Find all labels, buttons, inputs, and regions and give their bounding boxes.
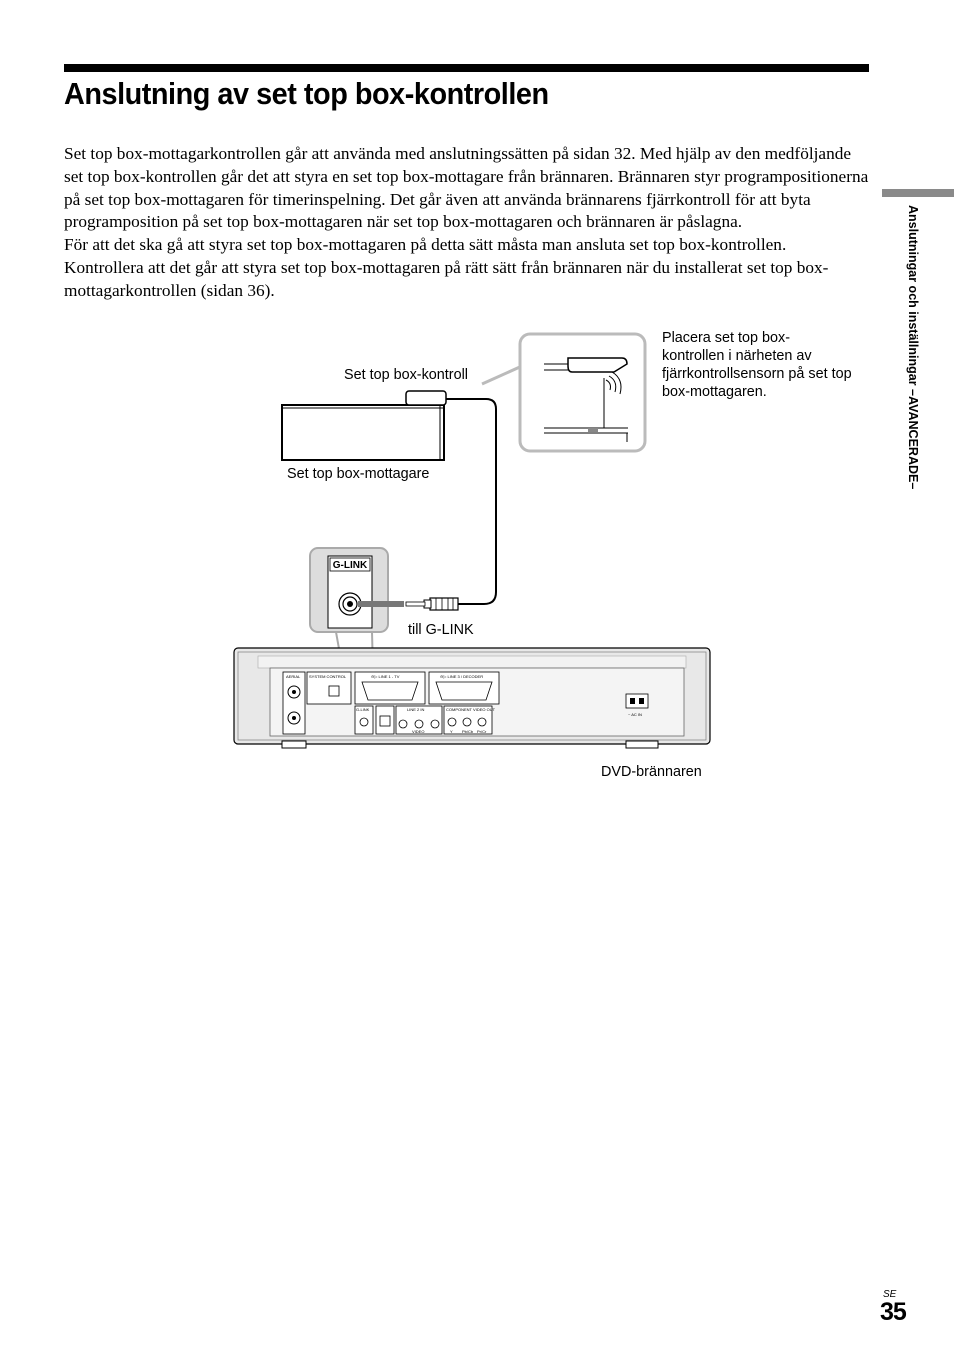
rear-line1-label: ⊖▷ LINE 1 - TV bbox=[371, 674, 400, 679]
label-controller: Set top box-kontroll bbox=[344, 367, 468, 383]
rear-glink-label: G-LINK bbox=[356, 707, 370, 712]
set-top-box-controller bbox=[406, 391, 446, 405]
placement-inset bbox=[482, 334, 645, 451]
controller-cable bbox=[446, 399, 496, 604]
glink-panel-label: G-LINK bbox=[332, 560, 368, 571]
glink-plug bbox=[406, 598, 458, 610]
rear-pb-label: Pb/Cb bbox=[462, 729, 474, 734]
rear-y-label: Y bbox=[450, 729, 453, 734]
rear-system-control-label: SYSTEM CONTROL bbox=[309, 674, 347, 679]
paragraph-1: Set top box-mottagarkontrollen går att använda med anslutningssätten på sidan 32. Med hjälp av den medföljande set top box-kontrollen går det att styra en set top box-mottagare från brännaren. Brännaren styr programpositionerna på set top box-mottagaren för timerinspelning. Det går även att använda brännarens fjärrkontroll för att byta programposition på set top box-mottagaren när set top box-mottagaren och brännaren är påslagna. bbox=[64, 144, 869, 232]
set-top-box-receiver bbox=[282, 405, 444, 460]
page-number: 35 bbox=[880, 1298, 906, 1326]
rear-line2-label: LINE 2 IN bbox=[407, 707, 425, 712]
rear-pr-label: Pr/Cr bbox=[477, 729, 487, 734]
label-receiver: Set top box-mottagare bbox=[287, 466, 430, 482]
paragraph-2: För att det ska gå att styra set top box-mottagaren på detta sätt måsta man ansluta set top box-kontrollen. Kontrollera att det går att styra set top box-mottagaren på rätt sätt från brännaren när du installerat set top box-mottagarkontrollen (sidan 36). bbox=[64, 235, 829, 300]
language-code: SE bbox=[883, 1289, 897, 1300]
placement-note: Placera set top box-kontrollen i närheten av fjärrkontrollsensorn på set top box-mottagaren. bbox=[662, 330, 852, 400]
rear-aerial-label: AERIAL bbox=[286, 674, 301, 679]
label-glink-port: till G-LINK bbox=[408, 622, 474, 638]
rear-component-label: COMPONENT VIDEO OUT bbox=[446, 707, 496, 712]
rear-video-label: VIDEO bbox=[412, 729, 425, 734]
rear-ac-in-label: ~ AC IN bbox=[628, 712, 642, 717]
label-recorder: DVD-brännaren bbox=[601, 764, 702, 780]
section-side-label-text: Anslutningar och inställningar –AVANCERADE– bbox=[906, 205, 920, 490]
rear-line3-label: ⊖▷ LINE 3 / DECODER bbox=[440, 674, 484, 679]
page-title: Anslutning av set top box-kontrollen bbox=[64, 76, 549, 111]
dvd-recorder-rear bbox=[234, 648, 710, 748]
